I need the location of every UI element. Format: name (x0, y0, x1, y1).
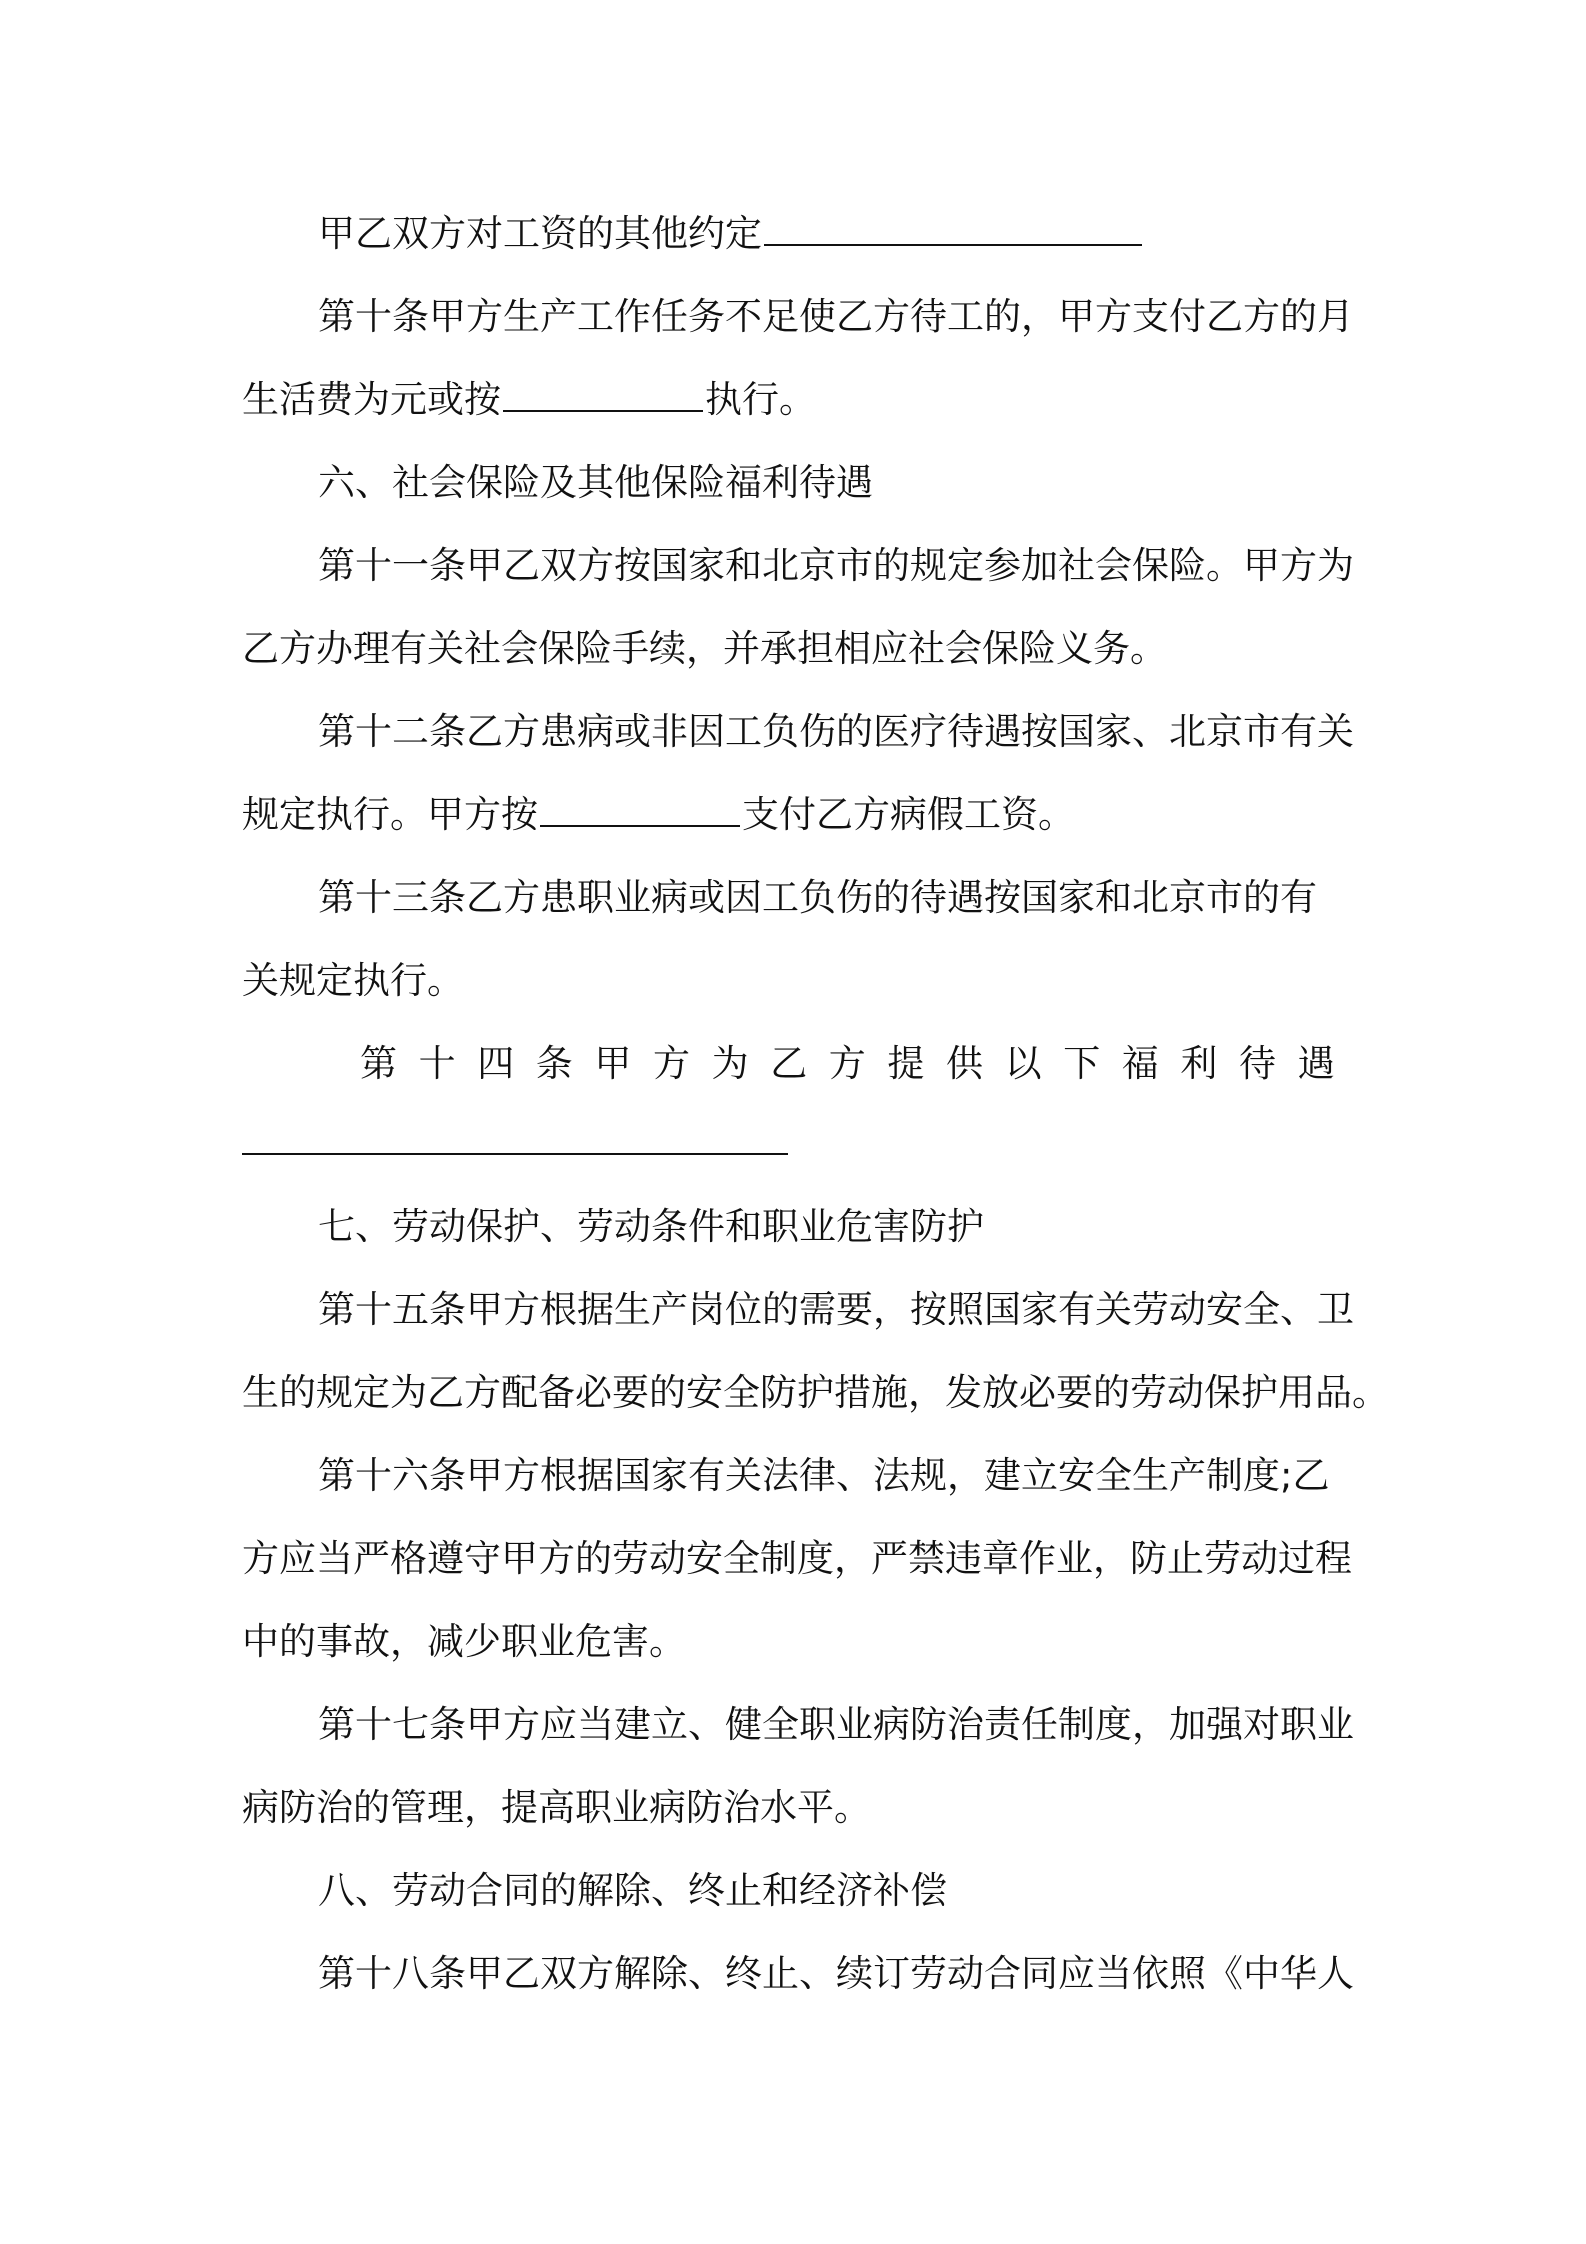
paragraph-text: 第十一条甲乙双方按国家和北京市的规定参加社会保险。甲方为 (318, 544, 1354, 587)
paragraph-text: 第十八条甲乙双方解除、终止、续订劳动合同应当依照《中华人 (318, 1952, 1354, 1995)
paragraph-text: 乙方办理有关社会保险手续，并承担相应社会保险义务。 (242, 627, 1167, 670)
document-body (242, 204, 1389, 2027)
paragraph-text: 甲乙双方对工资的其他约定 (318, 212, 762, 255)
fill-in-blank (764, 208, 1142, 246)
fill-in-blank (242, 1117, 788, 1155)
fill-in-blank (503, 374, 703, 412)
paragraph-article-12-line-1 (242, 702, 1362, 785)
paragraph-text: 第十条甲方生产工作任务不足使乙方待工的，甲方支付乙方的月 (318, 295, 1354, 338)
paragraph-text: 方应当严格遵守甲方的劳动安全制度，严禁违章作业，防止劳动过程 (242, 1537, 1352, 1580)
fill-in-blank (540, 789, 740, 827)
paragraph-article-16-line-2 (242, 1529, 1362, 1612)
section-heading-6 (242, 453, 1362, 536)
paragraph-article-11-line-1 (242, 536, 1362, 619)
paragraph-article-15-line-1 (242, 1280, 1362, 1363)
paragraph-text: 第十四条甲方为乙方提供以下福利待遇 (360, 1042, 1357, 1085)
paragraph-text: 生活费为元或按 (242, 378, 501, 421)
paragraph-text: 中的事故，减少职业危害。 (242, 1620, 686, 1663)
paragraph-text: 第十七条甲方应当建立、健全职业病防治责任制度，加强对职业 (318, 1703, 1354, 1746)
paragraph-text: 支付乙方病假工资。 (742, 793, 1075, 836)
paragraph-article-17-line-2 (242, 1778, 1362, 1861)
paragraph-article-17-line-1 (242, 1695, 1362, 1778)
paragraph-text: 第十五条甲方根据生产岗位的需要，按照国家有关劳动安全、卫 (318, 1288, 1354, 1331)
paragraph-article-11-line-2 (242, 619, 1362, 702)
paragraph-text: 生的规定为乙方配备必要的安全防护措施，发放必要的劳动保护用品。 (242, 1371, 1389, 1414)
heading-text: 七、劳动保护、劳动条件和职业危害防护 (318, 1205, 984, 1248)
paragraph-article-14-line-1 (242, 1034, 1362, 1117)
paragraph-text: 执行。 (705, 378, 816, 421)
paragraph-article-18-line-1 (242, 1944, 1362, 2027)
heading-text: 六、社会保险及其他保险福利待遇 (318, 461, 873, 504)
paragraph-article-12-line-2 (242, 785, 1362, 868)
paragraph-article-13-line-1 (242, 868, 1362, 951)
paragraph-text: 关规定执行。 (242, 959, 464, 1002)
paragraph-text: 规定执行。甲方按 (242, 793, 538, 836)
paragraph-text: 第十六条甲方根据国家有关法律、法规，建立安全生产制度;乙 (318, 1454, 1330, 1497)
paragraph-article-16-line-1 (242, 1446, 1362, 1529)
section-heading-8 (242, 1861, 1362, 1944)
paragraph-article-13-line-2 (242, 951, 1362, 1034)
paragraph-article-10-line-2 (242, 370, 1362, 453)
paragraph-text: 第十二条乙方患病或非因工负伤的医疗待遇按国家、北京市有关 (318, 710, 1354, 753)
paragraph-article-16-line-3 (242, 1612, 1362, 1695)
paragraph-article-10-line-1 (242, 287, 1362, 370)
paragraph-text: 病防治的管理，提高职业病防治水平。 (242, 1786, 871, 1829)
paragraph-article-14-blank-line (242, 1117, 1362, 1197)
paragraph-text: 第十三条乙方患职业病或因工负伤的待遇按国家和北京市的有 (318, 876, 1317, 919)
paragraph-wage-agreement (242, 204, 1362, 287)
paragraph-article-15-line-2 (242, 1363, 1389, 1446)
heading-text: 八、劳动合同的解除、终止和经济补偿 (318, 1869, 947, 1912)
section-heading-7 (242, 1197, 1362, 1280)
